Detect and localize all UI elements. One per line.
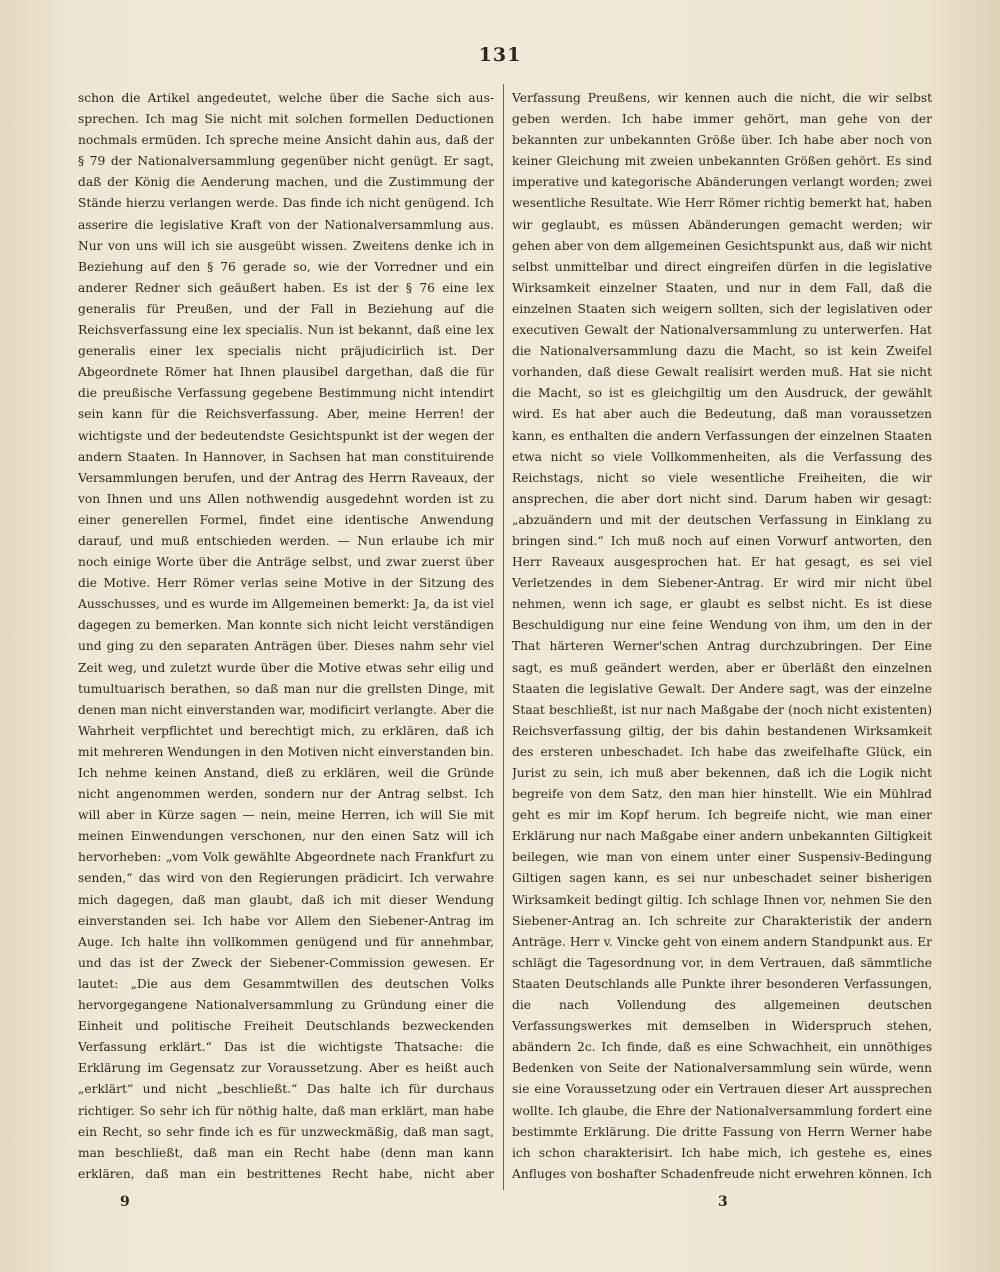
right-text-column: [512, 88, 932, 1188]
signature-mark-right: 3: [718, 1194, 728, 1210]
signature-mark-left: 9: [120, 1194, 130, 1210]
left-text-column: [78, 88, 494, 1188]
page-number: 131: [478, 44, 522, 66]
left-column-text: schon die Artikel angedeutet, welche über die Sache sich aus-sprechen. Ich mag Sie nicht mit solchen formellen Deductionen nochmals ermüden. Ich spreche meine Ansicht dahin aus, daß der § 79 der Nationalversammlung gegenüber nicht genügt. Er sagt, daß der König die Aenderung machen, und die Zustimmung der Stände hierzu verlangen werde. Das finde ich nicht genügend. Ich asserire die legislative Kraft von der Nationalversammlung aus. Nur von uns will ich sie ausgeübt wissen. Zweitens denke ich in Beziehung auf den § 76 gerade so, wie der Vorredner und ein anderer Redner sich geäußert haben. Es ist der § 76 eine lex generalis für Preußen, und der Fall in Beziehung auf die Reichsverfassung eine lex specialis. Nun ist bekannt, daß eine lex generalis einer lex specialis nicht präjudicirlich ist. Der Abgeordnete Römer hat Ihnen plausibel dargethan, daß die für die preußische Verfassung gegebene Bestimmung nicht intendirt sein kann für die Reichsverfassung. Aber, meine Herren! der wichtigste und der bedeutendste Gesichtspunkt ist der wegen der andern Staaten. In Hannover, in Sachsen hat man constituirende Versammlungen berufen, und der Antrag des Herrn Raveaux, der von Ihnen und uns Allen nothwendig ausgedehnt worden ist zu einer generellen Formel, findet eine identische Anwendung darauf, und muß entschieden werden. — Nun erlaube ich mir noch einige Worte über die Anträge selbst, und zwar zuerst über die Motive. Herr Römer verlas seine Motive in der Sitzung des Ausschusses, und es wurde im Allgemeinen bemerkt: Ja, da ist viel dagegen zu bemerken. Man konnte sich nicht leicht verständigen und ging zu den separaten Anträgen über. Dieses nahm sehr viel Zeit weg, und zuletzt wurde über die Motive etwas sehr eilig und tumultuarisch berathen, so daß man nur die grellsten Dinge, mit denen man nicht einverstanden war, modificirt verlangte. Aber die Wahrheit verpflichtet und berechtigt mich, zu erklären, daß ich mit mehreren Wendungen in den Motiven nicht einverstanden bin. Ich nehme keinen Anstand, dieß zu erklären, weil die Gründe nicht angenommen werden, sondern nur der Antrag selbst. Ich will aber in Kürze sagen — nein, meine Herren, ich will Sie mit meinen Einwendungen verschonen, nur den einen Satz will ich hervorheben: „vom Volk gewählte Abgeordnete nach Frankfurt zu senden,“ das wird von den Regierungen prädicirt. Ich verwahre mich dagegen, daß man glaubt, daß ich mit dieser Wendung einverstanden sei. Ich habe vor Allem den Siebener-Antrag im Auge. Ich halte ihn vollkommen genügend und für annehmbar, und das ist der Zweck der Siebener-Commission gewesen. Er lautet: „Die aus dem Gesammtwillen des deutschen Volks hervorgegangene Nationalversammlung zu Gründung einer die Einheit und politische Freiheit Deutschlands bezweckenden Verfassung erklärt.“ Das ist die wichtigste Thatsache: die Erklärung im Gegensatz zur Voraussetzung. Aber es heißt auch „erklärt“ und nicht „beschließt.“ Das halte ich für durchaus richtiger. So sehr ich für nöthig halte, daß man erklärt, man habe ein Recht, so sehr finde ich es für unzweckmäßig, daß man sagt, man beschließt, daß man ein Recht habe (denn man kann erklären, daß man ein bestrittenes Recht habe, nicht aber: [78, 91, 494, 1181]
column-divider: [503, 84, 504, 1190]
right-column-text: Verfassung Preußens, wir kennen auch die nicht, die wir selbst geben werden. Ich habe immer gehört, man gehe von der bekannten zur unbekannten Größe über. Ich habe aber noch von keiner Gleichung mit zweien unbekannten Größen gehört. Es sind imperative und kategorische Abänderungen verlangt worden; zwei wesentliche Resultate. Wie Herr Römer richtig bemerkt hat, haben wir geglaubt, es müssen Abänderungen gemacht werden; wir gehen aber von dem allgemeinen Gesichtspunkt aus, daß wir nicht selbst unmittelbar und direct eingreifen dürfen in die legislative Wirksamkeit einzelner Staaten, und nur in dem Fall, daß die einzelnen Staaten sich weigern sollten, sich der legislativen oder executiven Gewalt der Nationalversammlung zu unterwerfen. Hat die Nationalversammlung dazu die Macht, so ist kein Zweifel vorhanden, daß diese Gewalt realisirt werden muß. Hat sie nicht die Macht, so ist es gleichgiltig um den Ausdruck, der gewählt wird. Es hat aber auch die Bedeutung, daß man voraussetzen kann, es enthalten die andern Verfassungen der einzelnen Staaten etwa nicht so viele Vollkommenheiten, als die Verfassung des Reichstags, nicht so viele wesentliche Freiheiten, die wir ansprechen, die aber dort nicht sind. Darum haben wir gesagt: „abzuändern und mit der deutschen Verfassung in Einklang zu bringen sind.“ Ich muß noch auf einen Vorwurf antworten, den Herr Raveaux ausgesprochen hat. Er hat gesagt, es sei viel Verletzendes in dem Siebener-Antrag. Er wird mir nicht übel nehmen, wenn ich sage, er glaubt es selbst nicht. Es ist diese Beschuldigung nur eine feine Wendung von ihm, um den in der That härteren Werner'schen Antrag durchzubringen. Der Eine sagt, es muß geändert werden, aber er überläßt den einzelnen Staaten die legislative Gewalt. Der Andere sagt, was der einzelne Staat beschließt, ist nur nach Maßgabe der (noch nicht existenten) Reichsverfassung giltig, der bis dahin bestandenen Wirksamkeit des ersteren unbeschadet. Ich habe das zweifelhafte Glück, ein Jurist zu sein, ich muß aber bekennen, daß ich die Logik nicht begreife von dem Satz, den man hier hinstellt. Wie ein Mühlrad geht es mir im Kopf herum. Ich begreife nicht, wie man einer Erklärung nur nach Maßgabe einer andern unbekannten Giltigkeit beilegen, wie man von einem unter einer Suspensiv-Bedingung Giltigen sagen kann, es sei nur unbeschadet seiner bisherigen Wirksamkeit bedingt giltig. Ich schlage Ihnen vor, nehmen Sie den Siebener-Antrag an. Ich schreite zur Charakteristik der andern Anträge. Herr v. Vincke geht von einem andern Standpunkt aus. Er schlägt die Tagesordnung vor, in dem Vertrauen, daß sämmtliche Staaten Deutschlands alle Punkte ihrer besonderen Verfassungen, die nach Vollendung des allgemeinen deutschen Verfassungswerkes mit demselben in Widerspruch stehen, abändern 2c. Ich finde, daß es eine Schwachheit, ein unnöthiges Bedenken von Seite der Nationalversammlung sein würde, wenn sie eine Voraussetzung oder ein Vertrauen dieser Art aussprechen wollte. Ich glaube, die Ehre der Nationalversammlung fordert eine bestimmte Erklärung. Die dritte Fassung von Herrn Werner habe ich schon charakterisirt. Ich habe mich, ich gestehe es, eines Anfluges von boshafter Schadenfreude nicht erwehren können. Ich: [512, 91, 932, 1181]
